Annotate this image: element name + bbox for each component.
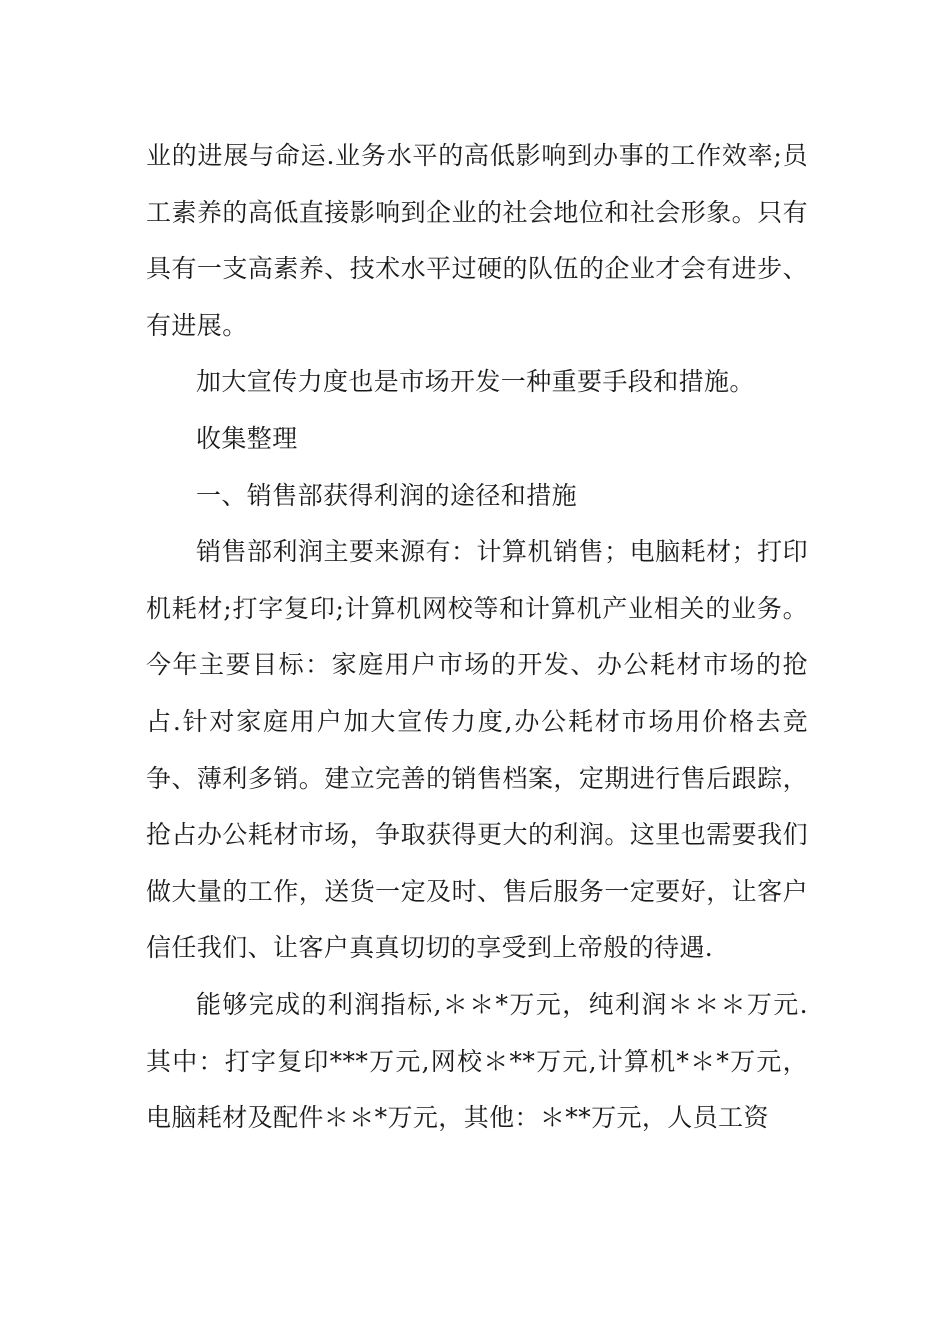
paragraph-profit-sources: 销售部利润主要来源有：计算机销售；电脑耗材；打印机耗材;打字复印;计算机网校等和计算机产业相关的业务。今年主要目标：家庭用户市场的开发、办公耗材市场的抢占.针对家庭用户加大宣传力度,办公耗材市场用价格去竞争、薄利多销。建立完善的销售档案，定期进行售后跟踪，抢占办公耗材市场，争取获得更大的利润。这里也需要我们做大量的工作，送货一定及时、售后服务一定要好，让客户信任我们、让客户真真切切的享受到上帝般的待遇. — [146, 537, 808, 963]
paragraph-continuation: 业的进展与命运.业务水平的高低影响到办事的工作效率;员工素养的高低直接影响到企业的社会地位和社会形象。只有具有一支高素养、技术水平过硬的队伍的企业才会有进步、有进展。 — [146, 141, 808, 340]
body-text — [146, 128, 808, 1147]
section-heading: 一、销售部获得利润的途径和措施 — [196, 480, 578, 510]
paragraph-profit-targets: 能够完成的利润指标,＊＊*万元，纯利润＊＊＊万元.其中：打字复印***万元,网校＊**万元,计算机*＊*万元，电脑耗材及配件＊＊*万元，其他：＊**万元，人员工资 — [146, 989, 808, 1133]
paragraph-publicity: 加大宣传力度也是市场开发一种重要手段和措施。 — [196, 367, 755, 397]
paragraph-collected: 收集整理 — [196, 423, 298, 453]
